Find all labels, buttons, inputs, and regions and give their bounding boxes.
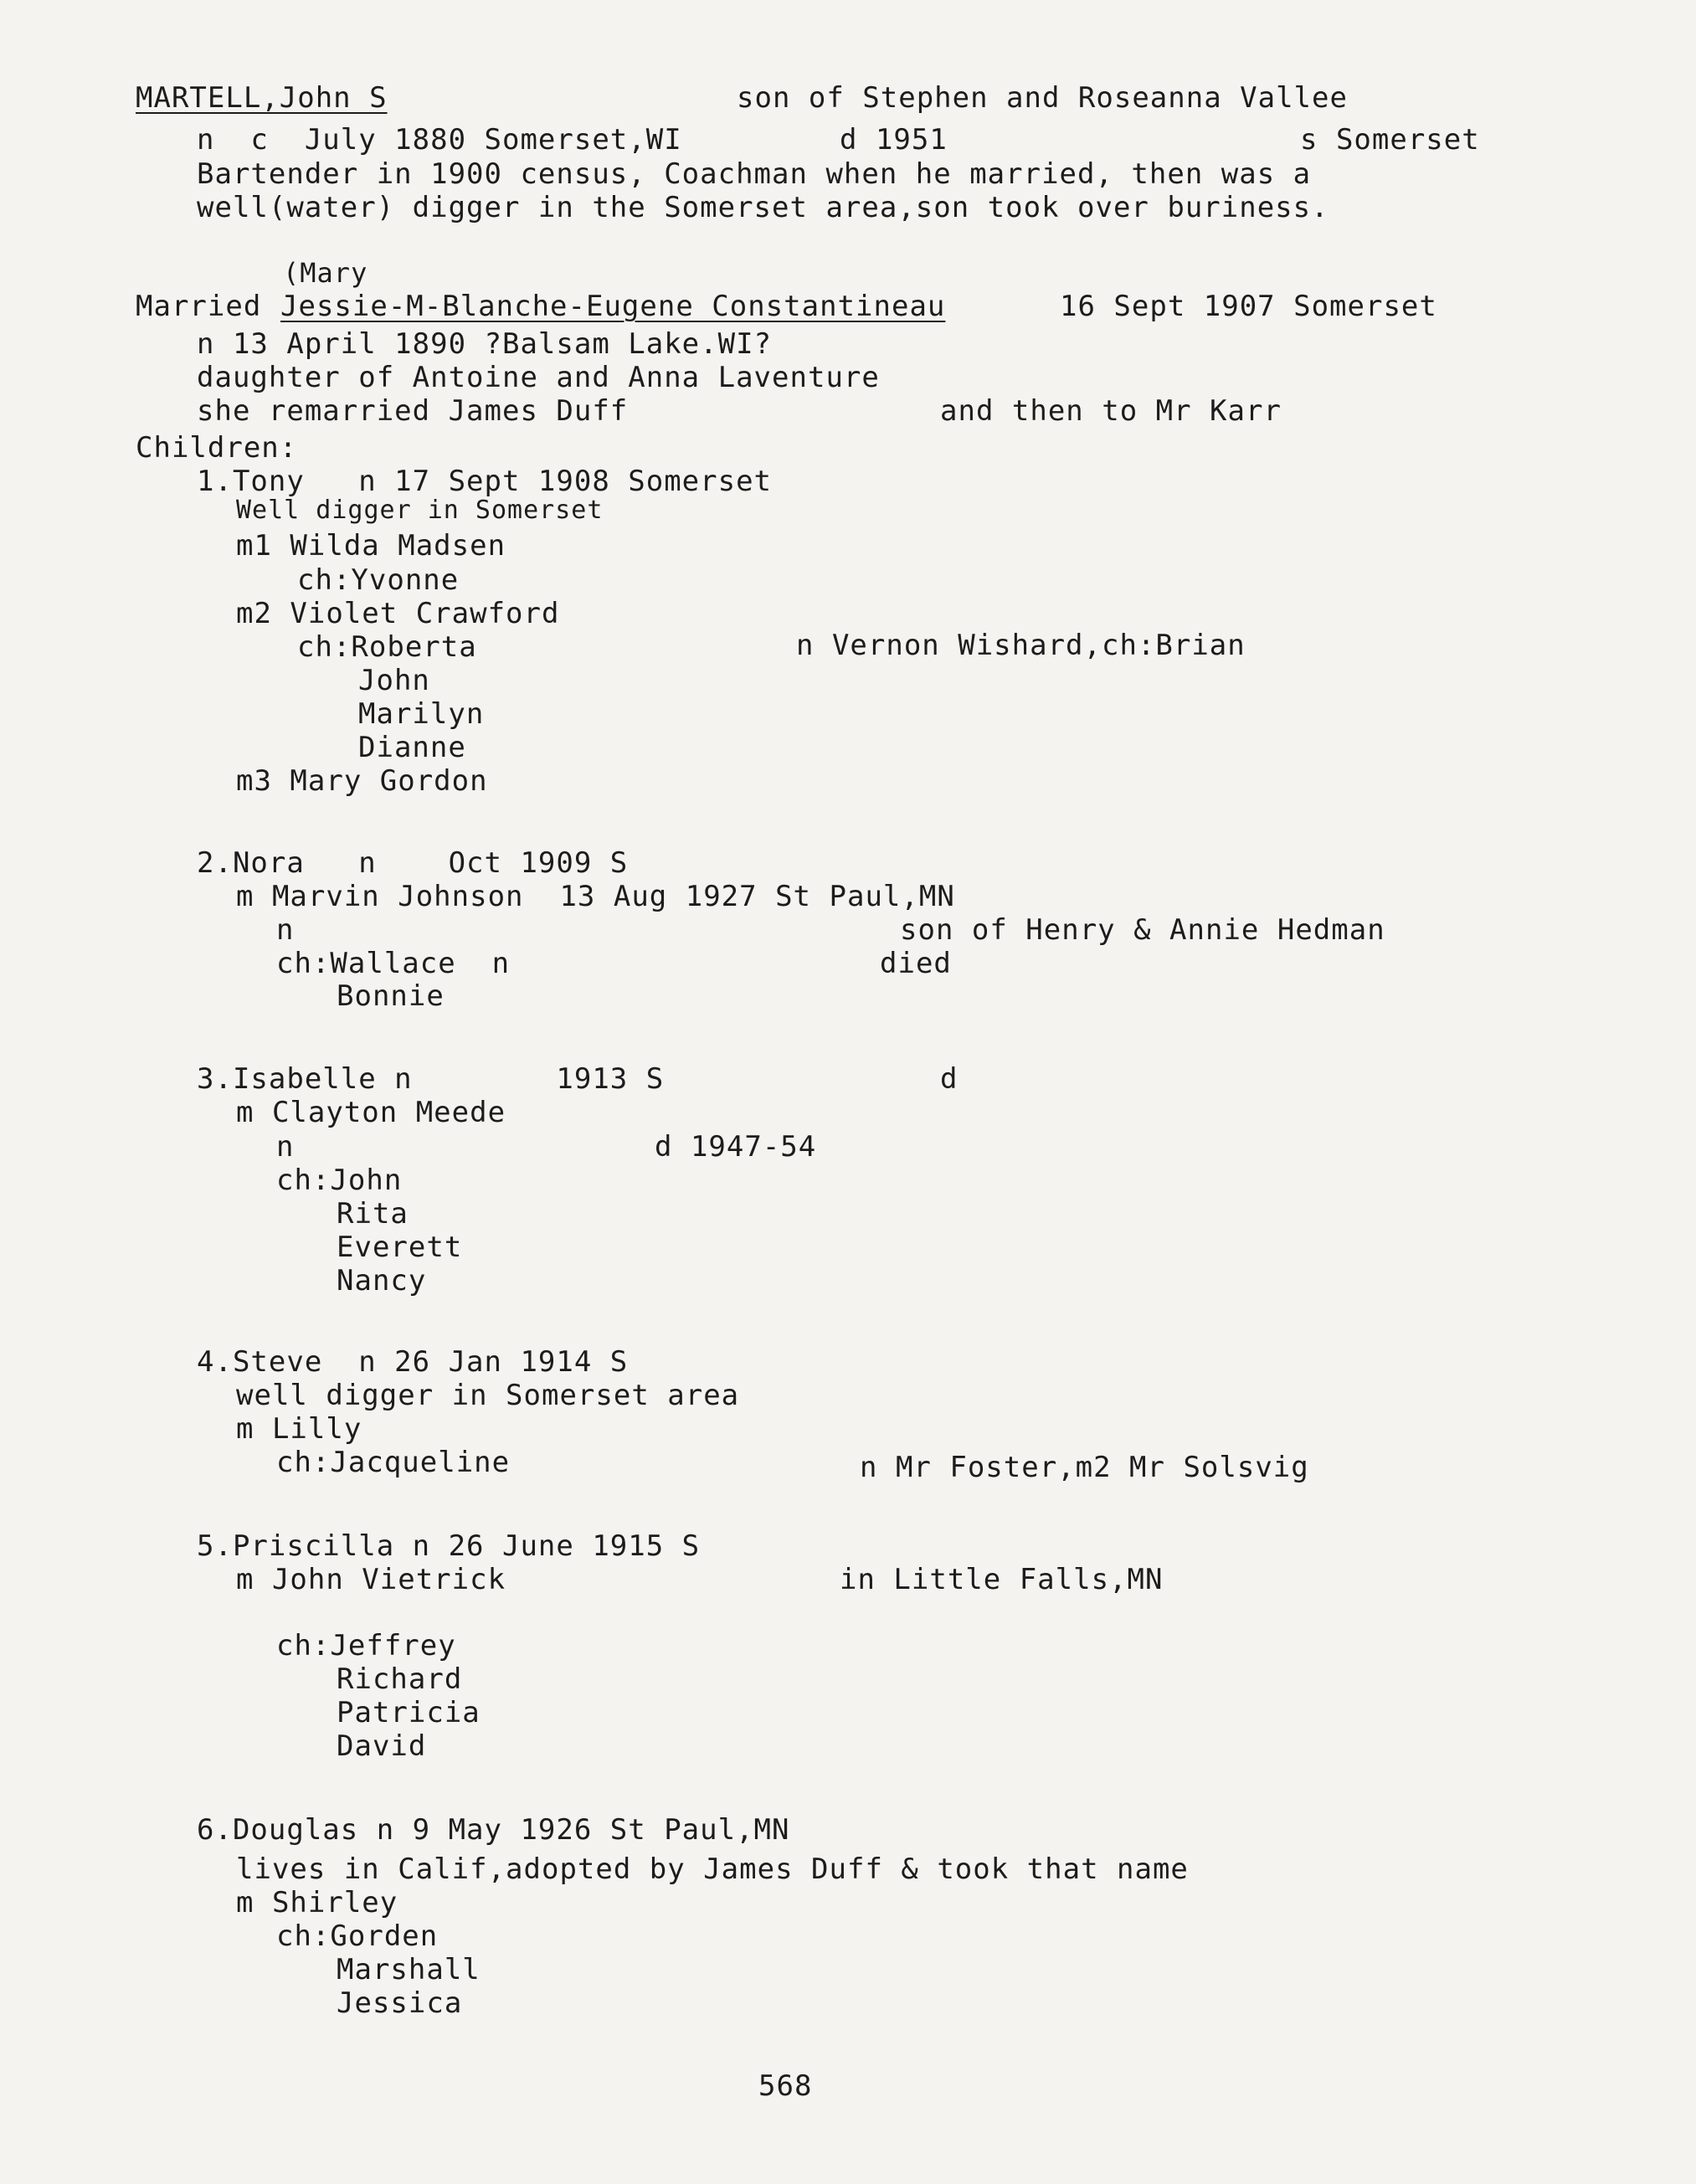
- marriage-date-place: 16 Sept 1907 Somerset: [1060, 290, 1437, 323]
- subject-note-line-2: well(water) digger in the Somerset area,son took over buriness.: [197, 191, 1329, 224]
- child-3-children-b: Rita: [337, 1197, 409, 1231]
- child-5-children-d: David: [337, 1729, 427, 1763]
- subject-birth: n c July 1880 Somerset,WI: [197, 123, 682, 157]
- subject-burial: s Somerset: [1300, 123, 1480, 157]
- child-1-marriage-2: m2 Violet Crawford: [236, 597, 560, 630]
- child-1-marriage-3: m3 Mary Gordon: [236, 764, 488, 798]
- child-4-children: ch:Jacqueline: [276, 1446, 511, 1479]
- child-5-entry: 5.Priscilla n 26 June 1915 S: [197, 1529, 701, 1563]
- spouse-parents: daughter of Antoine and Anna Laventure: [197, 361, 880, 394]
- child-1-children-2-d: Dianne: [358, 731, 466, 764]
- child-6-note: lives in Calif,adopted by James Duff & took that name: [236, 1853, 1189, 1886]
- child-5-children-b: Richard: [337, 1662, 463, 1696]
- child-1-children-1: ch:Yvonne: [297, 563, 460, 597]
- child-6-children: ch:Gorden: [276, 1919, 439, 1953]
- child-5-children: ch:Jeffrey: [276, 1629, 456, 1662]
- child-3-children: ch:John: [276, 1164, 403, 1197]
- child-4-grandchild-note: n Mr Foster,m2 Mr Solsvig: [860, 1451, 1309, 1484]
- spouse-remarried-again: and then to Mr Karr: [940, 394, 1282, 428]
- child-3-spouse-birth: n: [276, 1130, 295, 1164]
- child-4-marriage: m Lilly: [236, 1412, 362, 1446]
- spouse-birth: n 13 April 1890 ?Balsam Lake.WI?: [197, 327, 773, 361]
- child-4-occupation: well digger in Somerset area: [236, 1379, 740, 1412]
- spouse-remarried: she remarried James Duff: [197, 394, 629, 428]
- spouse-name: Jessie-M-Blanche-Eugene Constantineau: [280, 290, 946, 323]
- child-3-children-c: Everett: [337, 1231, 463, 1264]
- child-1-entry: 1.Tony n 17 Sept 1908 Somerset: [197, 465, 773, 498]
- child-1-grandchild-note: n Vernon Wishard,ch:Brian: [796, 629, 1246, 662]
- child-2-marriage: m Marvin Johnson 13 Aug 1927 St Paul,MN: [236, 880, 955, 913]
- married-label: Married: [136, 290, 262, 323]
- child-2-spouse-birth: n: [276, 913, 295, 947]
- subject-parents: son of Stephen and Roseanna Vallee: [737, 81, 1348, 115]
- child-2-spouse-parents: son of Henry & Annie Hedman: [900, 913, 1385, 947]
- subject-note-line-1: Bartender in 1900 census, Coachman when he married, then was a: [197, 157, 1312, 191]
- child-5-place: in Little Falls,MN: [840, 1563, 1164, 1596]
- child-6-children-b: Marshall: [337, 1953, 481, 1986]
- child-6-marriage: m Shirley: [236, 1886, 398, 1919]
- child-5-children-c: Patricia: [337, 1696, 481, 1729]
- child-4-entry: 4.Steve n 26 Jan 1914 S: [197, 1345, 629, 1379]
- subject-name: MARTELL,John S: [136, 81, 388, 115]
- child-1-occupation: Well digger in Somerset: [236, 496, 604, 525]
- child-6-children-c: Jessica: [337, 1986, 463, 2020]
- child-2-died: died: [880, 947, 952, 980]
- child-1-children-2: ch:Roberta: [297, 630, 477, 664]
- page-number: 568: [758, 2069, 813, 2103]
- child-3-marriage: m Clayton Meede: [236, 1096, 506, 1129]
- child-2-children-b: Bonnie: [337, 979, 445, 1013]
- child-1-marriage-1: m1 Wilda Madsen: [236, 529, 506, 563]
- subject-death: d 1951: [840, 123, 948, 157]
- child-6-entry: 6.Douglas n 9 May 1926 St Paul,MN: [197, 1813, 790, 1847]
- child-2-children: ch:Wallace n: [276, 947, 511, 980]
- spouse-alt-name: (Mary: [283, 257, 368, 289]
- child-3-spouse-death: d 1947-54: [655, 1130, 817, 1164]
- children-heading: Children:: [136, 431, 298, 465]
- child-5-marriage: m John Vietrick: [236, 1563, 506, 1596]
- child-2-entry: 2.Nora n Oct 1909 S: [197, 846, 629, 880]
- child-3-children-d: Nancy: [337, 1264, 427, 1298]
- child-3-entry: 3.Isabelle n 1913 S: [197, 1062, 665, 1096]
- child-1-children-2-c: Marilyn: [358, 697, 485, 731]
- child-3-death: d: [940, 1062, 958, 1096]
- child-1-children-2-b: John: [358, 664, 430, 697]
